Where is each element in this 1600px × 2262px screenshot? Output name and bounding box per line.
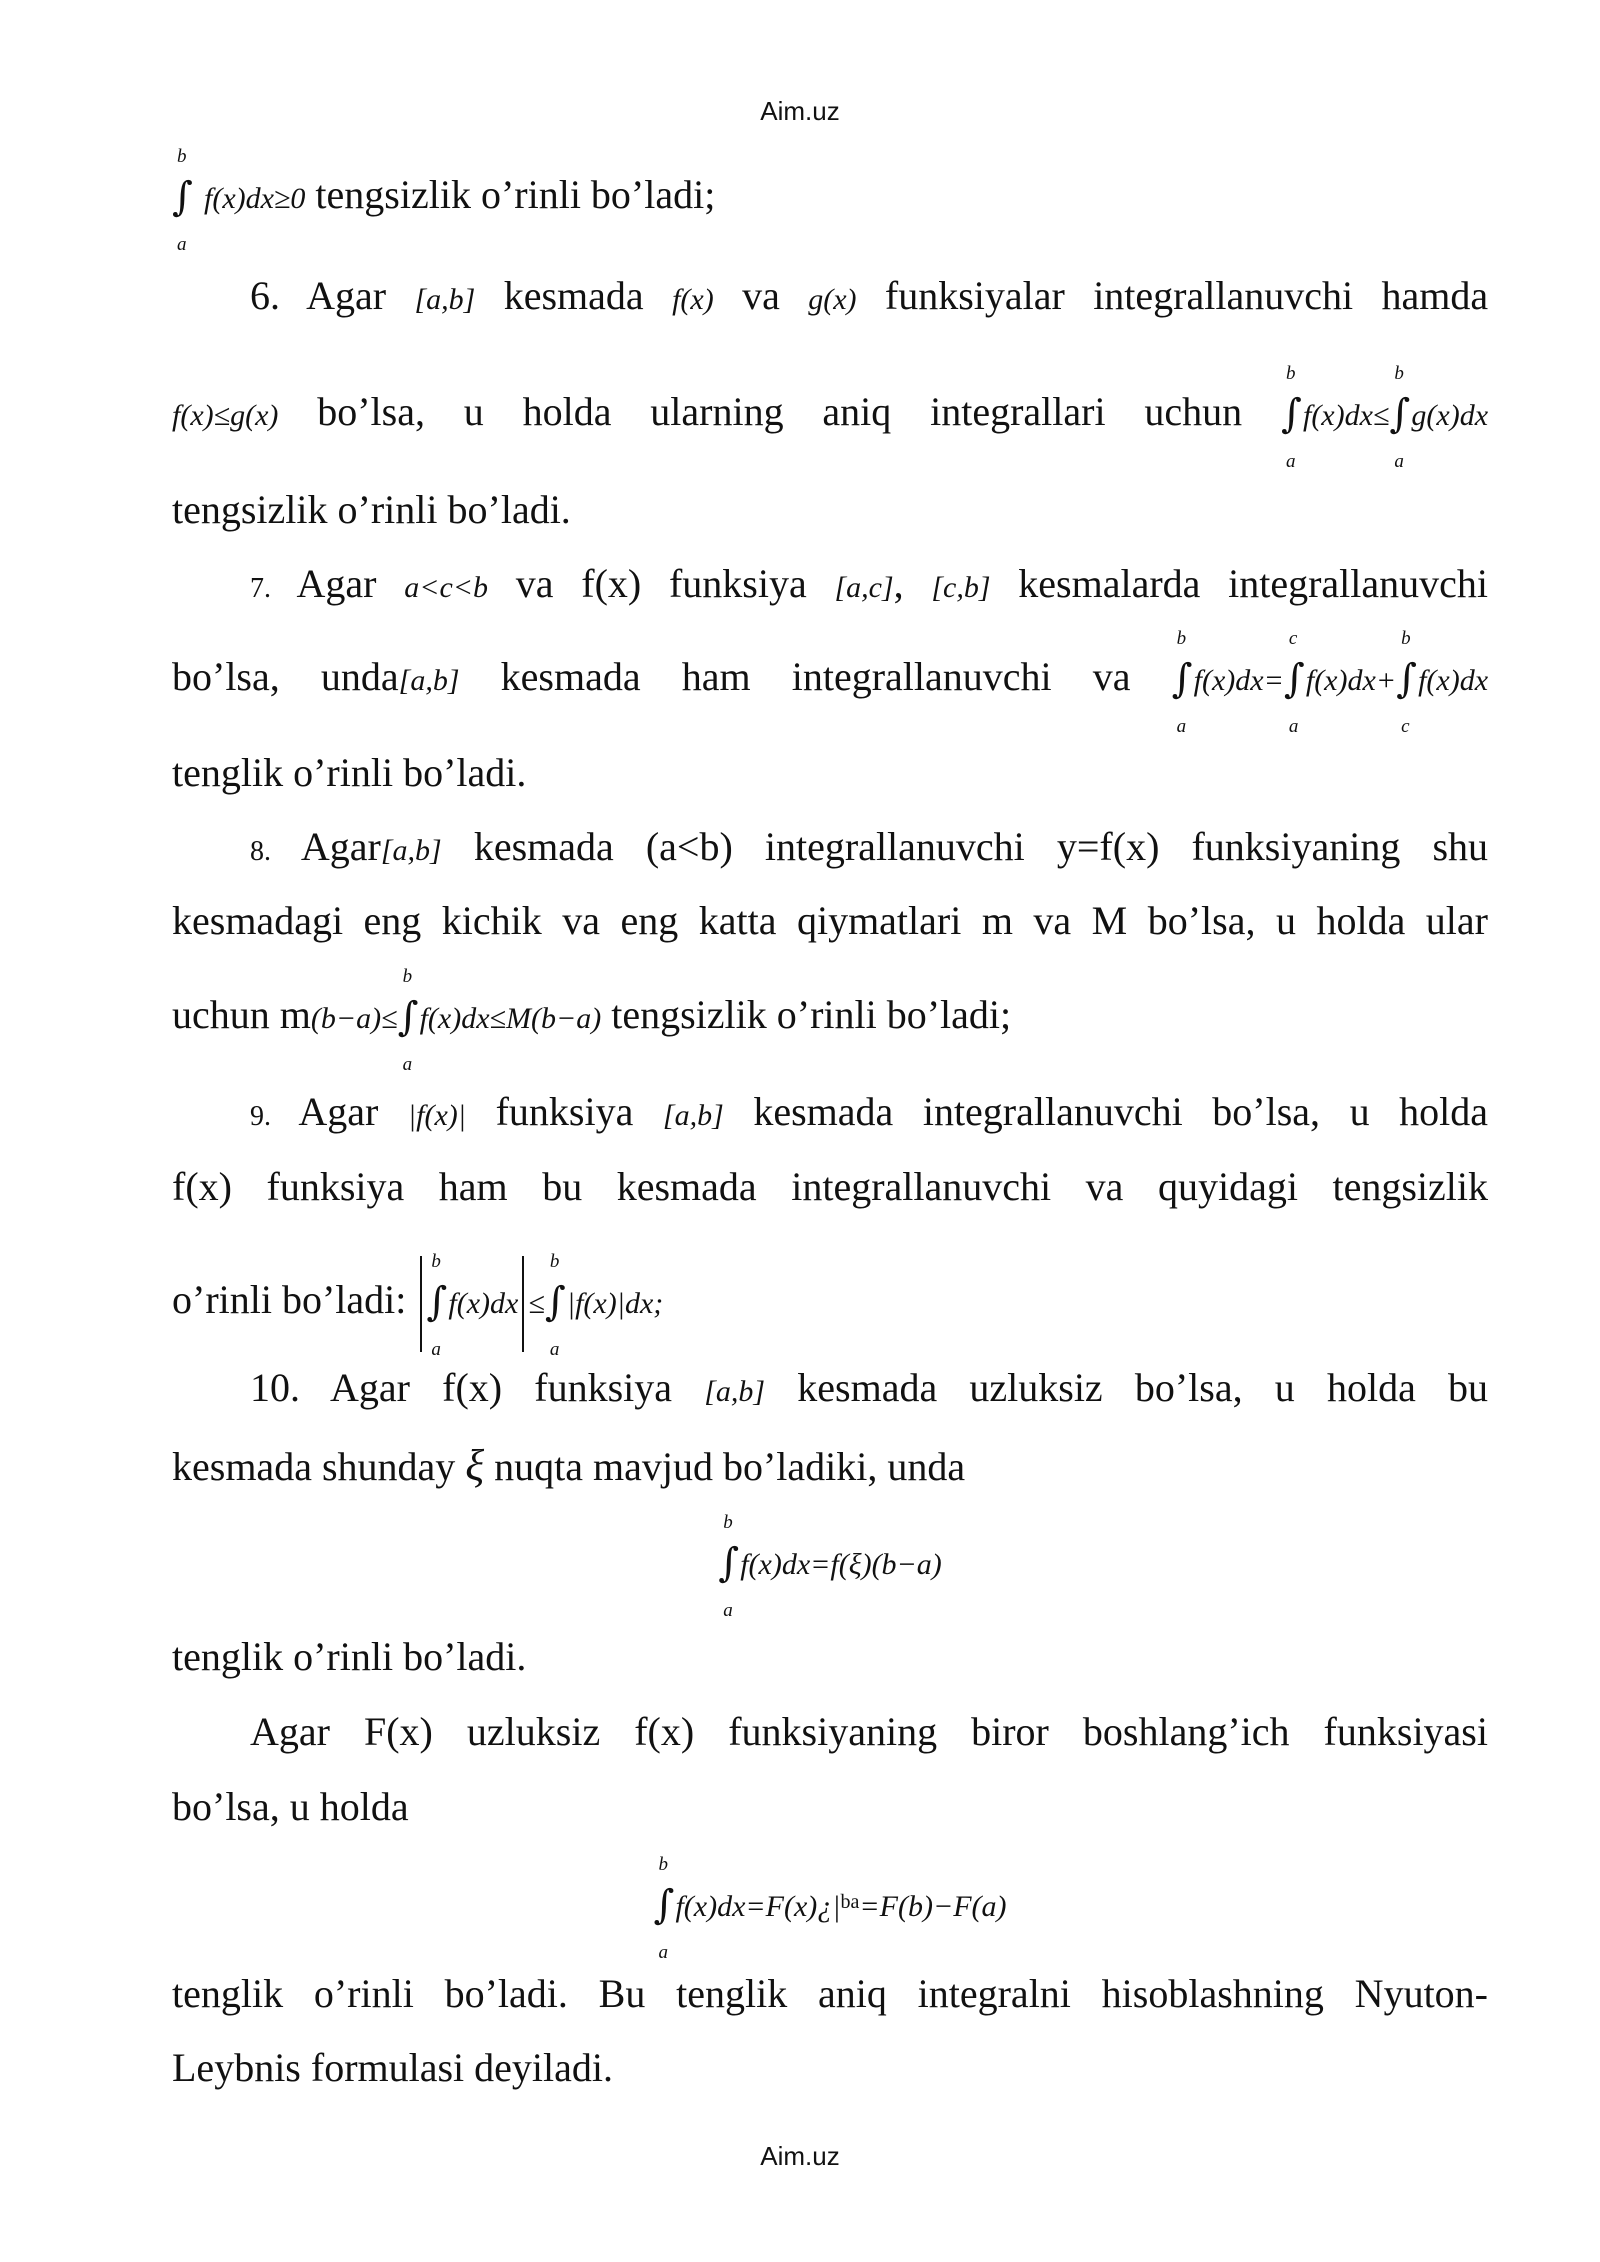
item9-line-1 (172, 1082, 1488, 1142)
text: tengsizlik o’rinli bo’ladi; (611, 992, 1012, 1037)
math-interval: [a,b] (662, 1099, 724, 1132)
text: kesmada ham integrallanuvchi va (500, 654, 1131, 699)
item9-line-2: f(x) funksiya ham bu kesmada integrallanuvchi va quyidagi tengsizlik (172, 1164, 1488, 1209)
text: va f(x) funksiya (515, 561, 807, 606)
item8-line-2: kesmadagi eng kichik va eng katta qiymatlari m va M bo’lsa, u holda ular (172, 898, 1488, 943)
math-abs-inequality: b ∫ a f(x)dx ≤ b ∫ a |f(x)|dx; (416, 1277, 663, 1322)
math: (b−a) (310, 1002, 382, 1035)
item7-line-2 (172, 627, 1489, 737)
item6-line-2 (172, 362, 1489, 472)
math: ≤ (381, 1002, 398, 1035)
text: Agar (306, 273, 387, 318)
math-interval: [a,b] (704, 1375, 766, 1408)
item8-line-3 (172, 965, 1488, 1075)
newton-leibniz-formula: b ∫ a $f(x)dx=F(x)¿|^{ba}=F(b)-F(a)$ (653, 1853, 1007, 1963)
math-interval: [a,b] (414, 283, 476, 316)
text: funksiya (495, 1089, 634, 1134)
text: bo’lsa, u holda ularning aniq integrallari uchun (317, 389, 1243, 434)
item7-line-1 (172, 554, 1488, 614)
item10-line-3: tenglik o’rinli bo’ladi. (172, 1634, 527, 1679)
text: kesmalarda integrallanuvchi (1018, 561, 1489, 606)
text: kesmada (503, 273, 644, 318)
math-expression: f(x)dx≥0 (204, 182, 306, 215)
math-integral-inequality: b ∫ a f(x)dx≤ b ∫ a g(x)dx (1280, 362, 1489, 472)
item10-line-1 (172, 1358, 1488, 1418)
item10-line-2 (172, 1436, 1488, 1496)
nl-line-2: bo’lsa, u holda (172, 1784, 409, 1829)
item-number: 7. (250, 573, 271, 604)
text: kesmada uzluksiz bo’lsa, u holda bu (797, 1365, 1489, 1410)
text-with-interval: bo’lsa, unda[a,b] (172, 654, 460, 699)
xi-symbol: ξ (465, 1441, 485, 1490)
item8-line-1 (172, 817, 1488, 877)
math-integral-additivity: b ∫ a f(x)dx= c ∫ a f(x)dx+ b ∫ c f(x)dx (1171, 627, 1489, 737)
item-number: 6. (250, 273, 280, 318)
item-number: 9. (250, 1101, 271, 1132)
item5-line (172, 145, 1488, 255)
item6-line-3: tengsizlik o’rinli bo’ladi. (172, 487, 571, 532)
item9-line-3 (172, 1251, 1488, 1360)
math-intervals: [a,c], [c,b] (834, 561, 991, 606)
item7-line-3: tenglik o’rinli bo’ladi. (172, 750, 527, 795)
page-header: Aim.uz (760, 96, 840, 126)
text: o’rinli bo’ladi: (172, 1277, 407, 1323)
math-gx: g(x) (808, 283, 857, 316)
mean-value-formula: b ∫ a f(x)dx=f(ξ)(b−a) (718, 1511, 942, 1621)
item5-text: tengsizlik o’rinli bo’ladi; (315, 172, 716, 217)
math-inequality: a<c<b (404, 571, 489, 604)
text: Agar f(x) funksiya (329, 1365, 673, 1410)
item6-line-1 (172, 266, 1488, 326)
item-number: 10. (250, 1365, 300, 1410)
text: kesmada (a<b) integrallanuvchi y=f(x) funksiyaning shu (473, 824, 1489, 869)
text: funksiyalar integrallanuvchi hamda (884, 273, 1489, 318)
integral-symbol: b ∫ a (397, 965, 419, 1075)
text: Agar (298, 1089, 379, 1134)
text: va (742, 273, 780, 318)
text: Agar (296, 561, 377, 606)
page-footer: Aim.uz (760, 2141, 840, 2171)
text: kesmada shunday (172, 1444, 456, 1489)
math: ≤M(b−a) (489, 1002, 602, 1035)
text: kesmada integrallanuvchi bo’lsa, u holda (753, 1089, 1489, 1134)
math: f(x)dx (419, 1002, 490, 1035)
text: uchun m (172, 992, 311, 1037)
nl-line-1: Agar F(x) uzluksiz f(x) funksiyaning biror boshlang’ich funksiyasi (250, 1709, 1488, 1754)
text: nuqta mavjud bo’ladiki, unda (494, 1444, 966, 1489)
nl-line-3: tenglik o’rinli bo’ladi. Bu tenglik aniq integralni hisoblashning Nyuton- (172, 1971, 1488, 2016)
text-with-interval: 8. Agar[a,b] (250, 824, 442, 869)
integral-symbol: b ∫ a (172, 145, 193, 255)
math-abs: |f(x)| (407, 1099, 467, 1132)
nl-line-4: Leybnis formulasi deyiladi. (172, 2045, 614, 2090)
math-inequality: f(x)≤g(x) (172, 399, 279, 432)
math-fx: f(x) (672, 283, 714, 316)
